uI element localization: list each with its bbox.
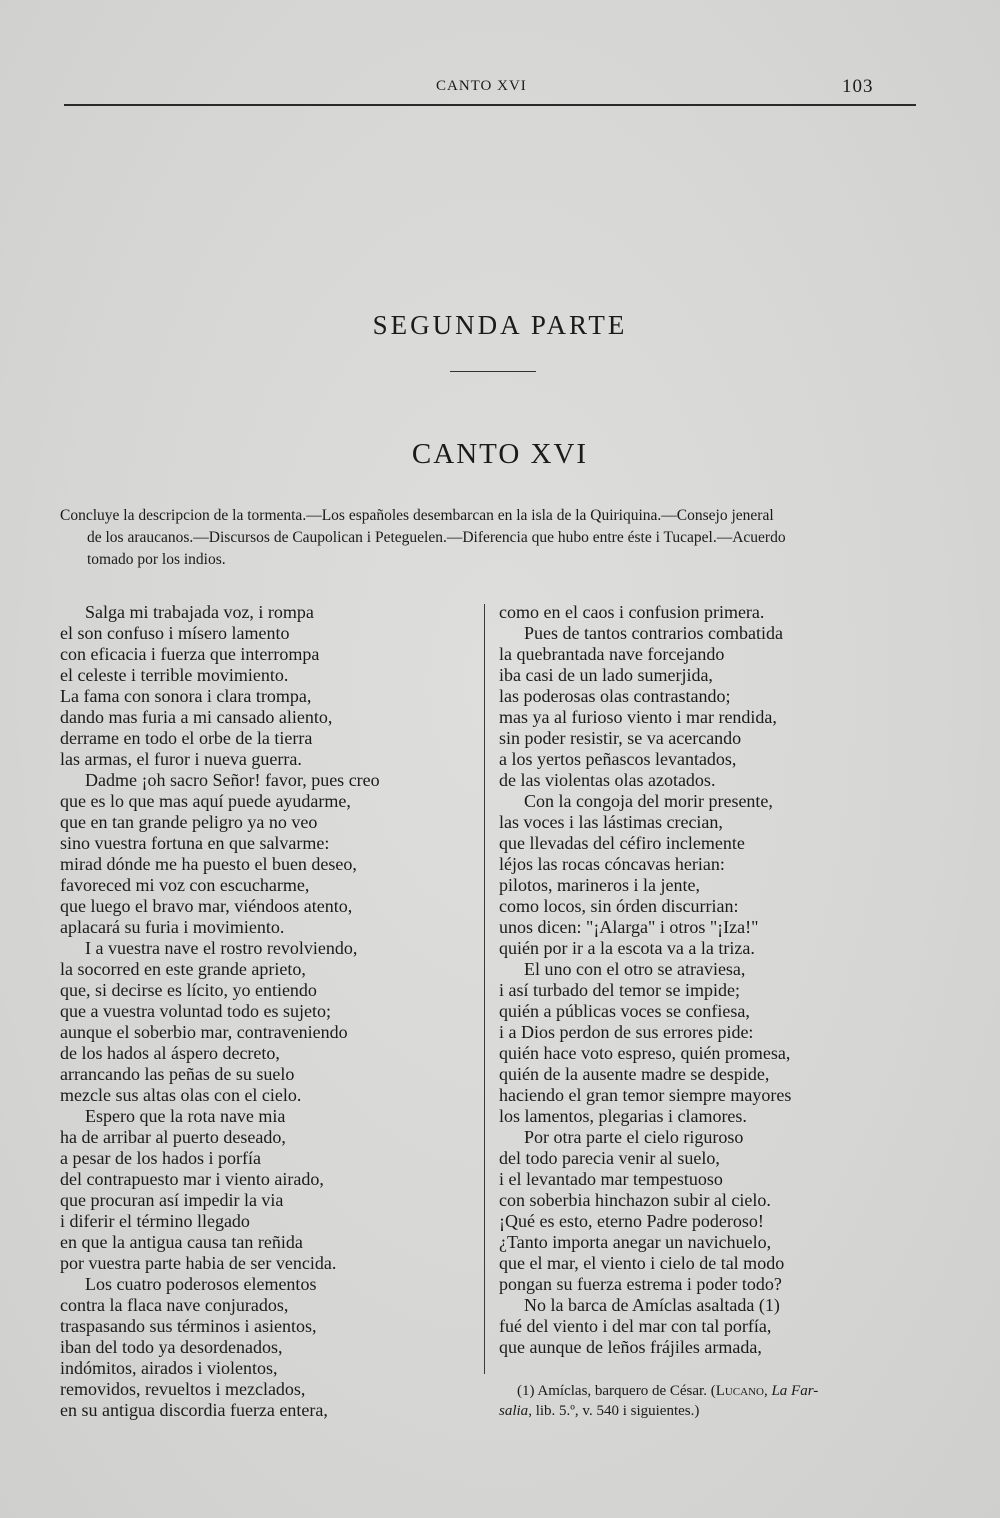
verse-line: pilotos, marineros i la jente, bbox=[499, 875, 700, 895]
verse-line: i así turbado del temor se impide; bbox=[499, 980, 740, 1000]
verse-line: La fama con sonora i clara trompa, bbox=[60, 686, 312, 706]
verse-line: en su antigua discordia fuerza entera, bbox=[60, 1400, 328, 1420]
verse-line: que llevadas del céfiro inclemente bbox=[499, 833, 745, 853]
footnote-author: Lucano bbox=[715, 1383, 764, 1399]
column-divider bbox=[484, 604, 485, 1374]
verse-line: las poderosas olas contrastando; bbox=[499, 686, 731, 706]
verse-line: quién a públicas voces se confiesa, bbox=[499, 1001, 750, 1021]
verse-line: la quebrantada nave forcejando bbox=[499, 644, 725, 664]
verse-line: mirad dónde me ha puesto el buen deseo, bbox=[60, 854, 357, 874]
verse-line: que en tan grande peligro ya no veo bbox=[60, 812, 318, 832]
footnote-line bbox=[499, 1381, 919, 1401]
verse-line: con soberbia hinchazon subir al cielo. bbox=[499, 1190, 771, 1210]
verse-line: a pesar de los hados i porfía bbox=[60, 1148, 261, 1168]
part-title: SEGUNDA PARTE bbox=[372, 310, 628, 340]
verse-line: derrame en todo el orbe de la tierra bbox=[60, 728, 313, 748]
verse-line: El uno con el otro se atraviesa, bbox=[524, 959, 746, 979]
verse-line: que a vuestra voluntad todo es sujeto; bbox=[60, 1001, 331, 1021]
verse-line: con eficacia i fuerza que interrompa bbox=[60, 644, 320, 664]
verse-line: i a Dios perdon de sus errores pide: bbox=[499, 1022, 754, 1042]
verse-line: que, si decirse es lícito, yo entiendo bbox=[60, 980, 317, 1000]
footnote bbox=[499, 1381, 919, 1421]
part-title-rule bbox=[450, 371, 536, 372]
verse-line: por vuestra parte habia de ser vencida. bbox=[60, 1253, 337, 1273]
verse-line: de los hados al áspero decreto, bbox=[60, 1043, 280, 1063]
verse-line: como locos, sin órden discurrian: bbox=[499, 896, 739, 916]
footnote-work: La Far- bbox=[771, 1383, 819, 1399]
verse-line: los lamentos, plegarias i clamores. bbox=[499, 1106, 747, 1126]
verse-line: la socorred en este grande aprieto, bbox=[60, 959, 306, 979]
verse-column-right bbox=[499, 602, 919, 1358]
footnote-line bbox=[499, 1401, 919, 1421]
verse-line: aunque el soberbio mar, contraveniendo bbox=[60, 1022, 348, 1042]
verse-line: sino vuestra fortuna en que salvarme: bbox=[60, 833, 330, 853]
verse-line: que luego el bravo mar, viéndoos atento, bbox=[60, 896, 353, 916]
verse-line: Espero que la rota nave mia bbox=[85, 1106, 286, 1126]
running-head bbox=[0, 74, 1000, 98]
header-rule bbox=[64, 104, 916, 106]
verse-line: que procuran así impedir la via bbox=[60, 1190, 284, 1210]
verse-line: quién por ir a la escota va a la triza. bbox=[499, 938, 755, 958]
verse-line: ha de arribar al puerto deseado, bbox=[60, 1127, 286, 1147]
verse-line: Los cuatro poderosos elementos bbox=[85, 1274, 317, 1294]
verse-line: unos dicen: "¡Alarga" i otros "¡Iza!" bbox=[499, 917, 759, 937]
verse-line: mezcle sus altas olas con el cielo. bbox=[60, 1085, 302, 1105]
verse-column-left bbox=[60, 602, 470, 1421]
footnote-separator: , bbox=[763, 1383, 772, 1399]
verse-line: haciendo el gran temor siempre mayores bbox=[499, 1085, 792, 1105]
verse-line: el celeste i terrible movimiento. bbox=[60, 665, 289, 685]
verse-line: arrancando las peñas de su suelo bbox=[60, 1064, 295, 1084]
verse-line: mas ya al furioso viento i mar rendida, bbox=[499, 707, 777, 727]
verse-line: Dadme ¡oh sacro Señor! favor, pues creo bbox=[85, 770, 380, 790]
verse-line: i el levantado mar tempestuoso bbox=[499, 1169, 723, 1189]
verse-line: removidos, revueltos i mezclados, bbox=[60, 1379, 306, 1399]
verse-line: Con la congoja del morir presente, bbox=[524, 791, 773, 811]
verse-line: Salga mi trabajada voz, i rompa bbox=[85, 602, 314, 622]
canto-title: CANTO XVI bbox=[411, 438, 589, 470]
verse-line: como en el caos i confusion primera. bbox=[499, 602, 765, 622]
verse-line: en que la antigua causa tan reñida bbox=[60, 1232, 303, 1252]
verse-line: No la barca de Amíclas asaltada (1) bbox=[524, 1295, 780, 1315]
verse-line: indómitos, airados i violentos, bbox=[60, 1358, 278, 1378]
footnote-reference: , lib. 5.º, v. 540 i siguientes.) bbox=[528, 1403, 700, 1419]
verse-line: i diferir el término llegado bbox=[60, 1211, 250, 1231]
verse-line: I a vuestra nave el rostro revolviendo, bbox=[85, 938, 358, 958]
footnote-work-cont: salia bbox=[499, 1403, 529, 1419]
verse-line: iba casi de un lado sumerjida, bbox=[499, 665, 713, 685]
running-head-title: CANTO XVI bbox=[436, 78, 527, 94]
verse-line: sin poder resistir, se va acercando bbox=[499, 728, 742, 748]
verse-line: que es lo que mas aquí puede ayudarme, bbox=[60, 791, 351, 811]
verse-line: Pues de tantos contrarios combatida bbox=[524, 623, 783, 643]
verse-line: traspasando sus términos i asientos, bbox=[60, 1316, 317, 1336]
verse-line: a los yertos peñascos levantados, bbox=[499, 749, 737, 769]
page-number: 103 bbox=[842, 76, 874, 97]
summary-line: de los araucanos.—Discursos de Caupolican i Peteguelen.—Diferencia que hubo entre éste i Tucapel.—Acuerdo bbox=[87, 529, 786, 546]
summary-line: tomado por los indios. bbox=[87, 551, 226, 568]
verse-line: iban del todo ya desordenados, bbox=[60, 1337, 283, 1357]
verse-line: aplacará su furia i movimiento. bbox=[60, 917, 285, 937]
verse-line: quién hace voto espreso, quién promesa, bbox=[499, 1043, 791, 1063]
verse-line: ¡Qué es esto, eterno Padre poderoso! bbox=[499, 1211, 764, 1231]
verse-line: quién de la ausente madre se despide, bbox=[499, 1064, 770, 1084]
verse-line: favoreced mi voz con escucharme, bbox=[60, 875, 310, 895]
verse-line: del contrapuesto mar i viento airado, bbox=[60, 1169, 324, 1189]
verse-line: fué del viento i del mar con tal porfía, bbox=[499, 1316, 772, 1336]
verse-line: dando mas furia a mi cansado aliento, bbox=[60, 707, 333, 727]
summary-line: Concluye la descripcion de la tormenta.—Los españoles desembarcan en la isla de la Quiriquina.—Consejo jeneral bbox=[60, 507, 774, 524]
verse-line: el son confuso i mísero lamento bbox=[60, 623, 290, 643]
verse-line: léjos las rocas cóncavas herian: bbox=[499, 854, 725, 874]
verse-line: ¿Tanto importa anegar un navichuelo, bbox=[499, 1232, 772, 1252]
verse-line: las voces i las lástimas crecian, bbox=[499, 812, 723, 832]
footnote-text: (1) Amíclas, barquero de César. ( bbox=[517, 1383, 716, 1399]
verse-line: las armas, el furor i nueva guerra. bbox=[60, 749, 302, 769]
verse-line: del todo parecia venir al suelo, bbox=[499, 1148, 720, 1168]
verse-line: que el mar, el viento i cielo de tal modo bbox=[499, 1253, 785, 1273]
verse-line: Por otra parte el cielo riguroso bbox=[524, 1127, 744, 1147]
verse-line: contra la flaca nave conjurados, bbox=[60, 1295, 289, 1315]
verse-line: pongan su fuerza estrema i poder todo? bbox=[499, 1274, 782, 1294]
verse-line: de las violentas olas azotados. bbox=[499, 770, 716, 790]
verse-line: que aunque de leños frájiles armada, bbox=[499, 1337, 762, 1357]
